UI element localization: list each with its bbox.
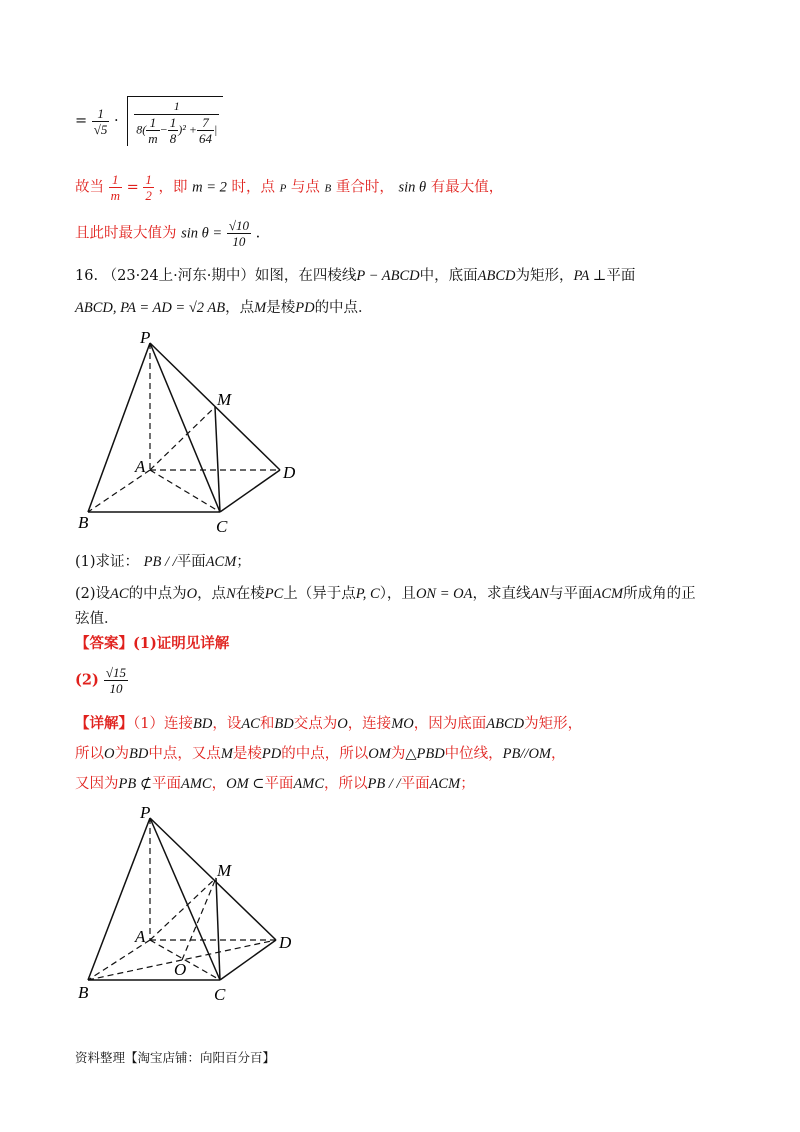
footer-source: 资料整理【淘宝店铺：向阳百分百】 [75,1050,276,1065]
label-D: D [283,463,296,482]
label-D: D [279,933,292,952]
edge-PC [150,818,220,980]
edge-PB [88,818,150,980]
edge-PD [150,818,276,940]
segment-AM [150,878,216,940]
answer-line-2: (2) $\frac{√15}{10}$ [75,665,127,696]
edge-CD [220,470,280,512]
label-A: A [135,457,146,476]
question-2-line-2: 弦值． [75,611,119,627]
problem-number: 16. [75,268,99,284]
pyramid-figure-2 [70,800,310,1010]
detail-label: 【详解】 [75,715,133,732]
inner-fraction: 1 8( $\frac{1}{m}$ − $\frac{1}{8}$ )² + $\frac{7}{64}$ | [136,99,218,146]
answer-label: 【答案】 [75,635,133,652]
segment-AM [150,407,215,470]
detail-line-3: 又因为PB ⊄平面AMC，OM ⊂平面AMC，所以PB / /平面ACM； [75,776,475,792]
question-2-line-1: (2)设AC的中点为O，点N在棱PC上（异于点P, C），且ON = OA，求直线AN与平面ACM所成角的正 [75,586,696,602]
answer-line-1: 【答案】(1)证明见详解 [75,635,230,652]
label-B: B [78,513,89,532]
label-C: C [214,985,226,1004]
edge-PB [88,343,150,512]
segment-MC [216,878,220,980]
max-value-result-line: 且此时最大值为 sin θ = $\frac{√10}{10}$ . [75,218,261,249]
formula-block: = $\frac{1}{√5}$ · 1 8( $\frac{1}{m}$ − $\frac{1}{8}$ )² + $\frac{7}{64}$ | [75,96,223,156]
label-P: P [140,328,151,347]
pyramid-figure-1 [70,325,310,540]
equals-sign: = [75,113,88,129]
edge-PC [150,343,220,512]
fraction-one-over-sqrt5: $\frac{1}{√5}$ [93,105,108,137]
label-B: B [78,983,89,1002]
label-O: O [174,960,187,979]
segment-AC [150,470,220,512]
sqrt-radical [127,96,223,146]
segment-MC [215,407,220,512]
label-P: P [140,803,151,822]
label-A: A [135,927,146,946]
detail-line-2: 所以O为BD中点，又点M是棱PD的中点，所以OM为△PBD中位线，PB//OM， [75,746,566,762]
max-value-condition-line: 故当 $\frac{1}{m}$ = $\frac{1}{2}$ ，即 m = 2 时，点 P 与点 B 重合时， sin θ 有最大值， [75,172,504,203]
problem-statement-line-2: ABCD, PA = AD = √2 AB，点M是棱PD的中点． [75,300,373,316]
label-M: M [217,390,232,409]
problem-statement-line-1: 16. （23·24上·河东·期中）如图，在四棱线P − ABCD中，底面ABCD为矩形，PA ⊥平面 [75,268,636,284]
edge-AB [88,470,150,512]
question-1: (1)求证： PB / /平面ACM； [75,554,251,570]
label-M: M [217,861,232,880]
label-C: C [216,517,228,536]
segment-OM [182,878,216,960]
edge-PD [150,343,280,470]
detail-line-1: 【详解】（1）连接BD，设AC和BD交点为O，连接MO，因为底面ABCD为矩形， [75,715,583,732]
